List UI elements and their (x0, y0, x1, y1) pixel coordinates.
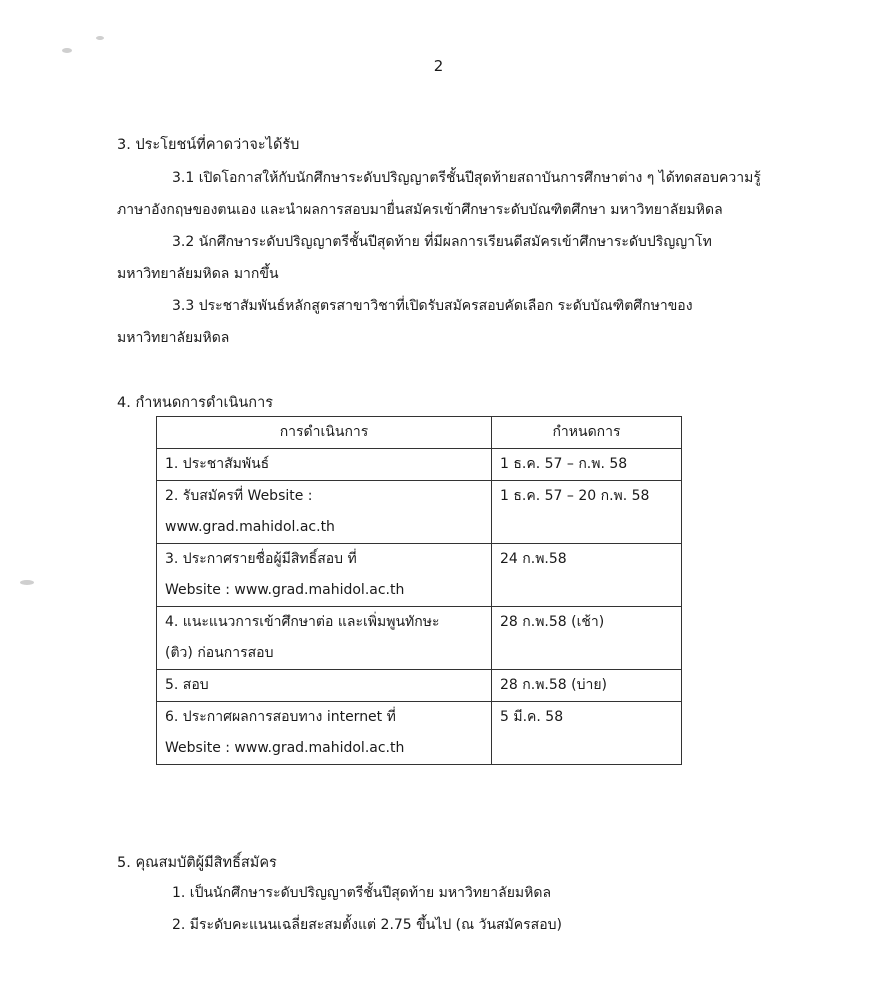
activity-text: 2. รับสมัครที่ Website : (165, 488, 313, 504)
column-header-schedule: กำหนดการ (492, 417, 682, 449)
column-header-activity: การดำเนินการ (157, 417, 492, 449)
activity-cell (157, 544, 492, 607)
scan-smudge (62, 48, 72, 53)
date-cell: 5 มี.ค. 58 (492, 702, 682, 765)
activity-text: 6. ประกาศผลการสอบทาง internet ที่ (165, 709, 396, 725)
item-3-3-line-2: มหาวิทยาลัยมหิดล (117, 330, 230, 346)
activity-text: Website : www.grad.mahidol.ac.th (165, 740, 405, 756)
activity-cell (157, 702, 492, 765)
section-4-heading: 4. กำหนดการดำเนินการ (117, 395, 274, 411)
table-header-row (157, 417, 682, 449)
activity-text: (ติว) ก่อนการสอบ (165, 645, 274, 661)
item-3-1-line-2: ภาษาอังกฤษของตนเอง และนำผลการสอบมายื่นสมัครเข้าศึกษาระดับบัณฑิตศึกษา มหาวิทยาลัยมหิดล (117, 202, 723, 218)
date-cell: 1 ธ.ค. 57 – ก.พ. 58 (492, 449, 682, 481)
section-3-heading: 3. ประโยชน์ที่คาดว่าจะได้รับ (117, 137, 300, 153)
activity-cell (157, 607, 492, 670)
qualification-item: 2. มีระดับคะแนนเฉลี่ยสะสมตั้งแต่ 2.75 ขึ้นไป (ณ วันสมัครสอบ) (172, 917, 562, 933)
activity-cell (157, 670, 492, 702)
qualification-item: 1. เป็นนักศึกษาระดับปริญญาตรีชั้นปีสุดท้าย มหาวิทยาลัยมหิดล (172, 885, 552, 901)
item-3-2-line-2: มหาวิทยาลัยมหิดล มากขึ้น (117, 266, 279, 282)
activity-text: 5. สอบ (165, 677, 209, 693)
table-row (157, 481, 682, 544)
date-cell: 28 ก.พ.58 (เช้า) (492, 607, 682, 670)
date-cell: 1 ธ.ค. 57 – 20 ก.พ. 58 (492, 481, 682, 544)
scan-smudge (20, 580, 34, 585)
activity-text: Website : www.grad.mahidol.ac.th (165, 582, 405, 598)
table-row (157, 607, 682, 670)
activity-cell (157, 481, 492, 544)
date-cell: 28 ก.พ.58 (บ่าย) (492, 670, 682, 702)
activity-cell (157, 449, 492, 481)
table-row (157, 544, 682, 607)
table-row (157, 449, 682, 481)
activity-text: 4. แนะแนวการเข้าศึกษาต่อ และเพิ่มพูนทักษะ (165, 614, 440, 630)
item-3-3-line-1: 3.3 ประชาสัมพันธ์หลักสูตรสาขาวิชาที่เปิดรับสมัครสอบคัดเลือก ระดับบัณฑิตศึกษาของ (172, 298, 693, 314)
scan-smudge (96, 36, 104, 40)
item-3-1-line-1: 3.1 เปิดโอกาสให้กับนักศึกษาระดับปริญญาตรีชั้นปีสุดท้ายสถาบันการศึกษาต่าง ๆ ได้ทดสอบความรู้ (172, 170, 761, 186)
activity-text: 1. ประชาสัมพันธ์ (165, 456, 270, 472)
date-cell: 24 ก.พ.58 (492, 544, 682, 607)
item-3-2-line-1: 3.2 นักศึกษาระดับปริญญาตรีชั้นปีสุดท้าย ที่มีผลการเรียนดีสมัครเข้าศึกษาระดับปริญญาโท (172, 234, 712, 250)
section-5-heading: 5. คุณสมบัติผู้มีสิทธิ์สมัคร (117, 855, 277, 871)
table-row (157, 702, 682, 765)
activity-text: www.grad.mahidol.ac.th (165, 519, 335, 535)
table-row (157, 670, 682, 702)
page-number: 2 (433, 57, 444, 75)
activity-text: 3. ประกาศรายชื่อผู้มีสิทธิ์สอบ ที่ (165, 551, 357, 567)
schedule-table (156, 416, 682, 765)
